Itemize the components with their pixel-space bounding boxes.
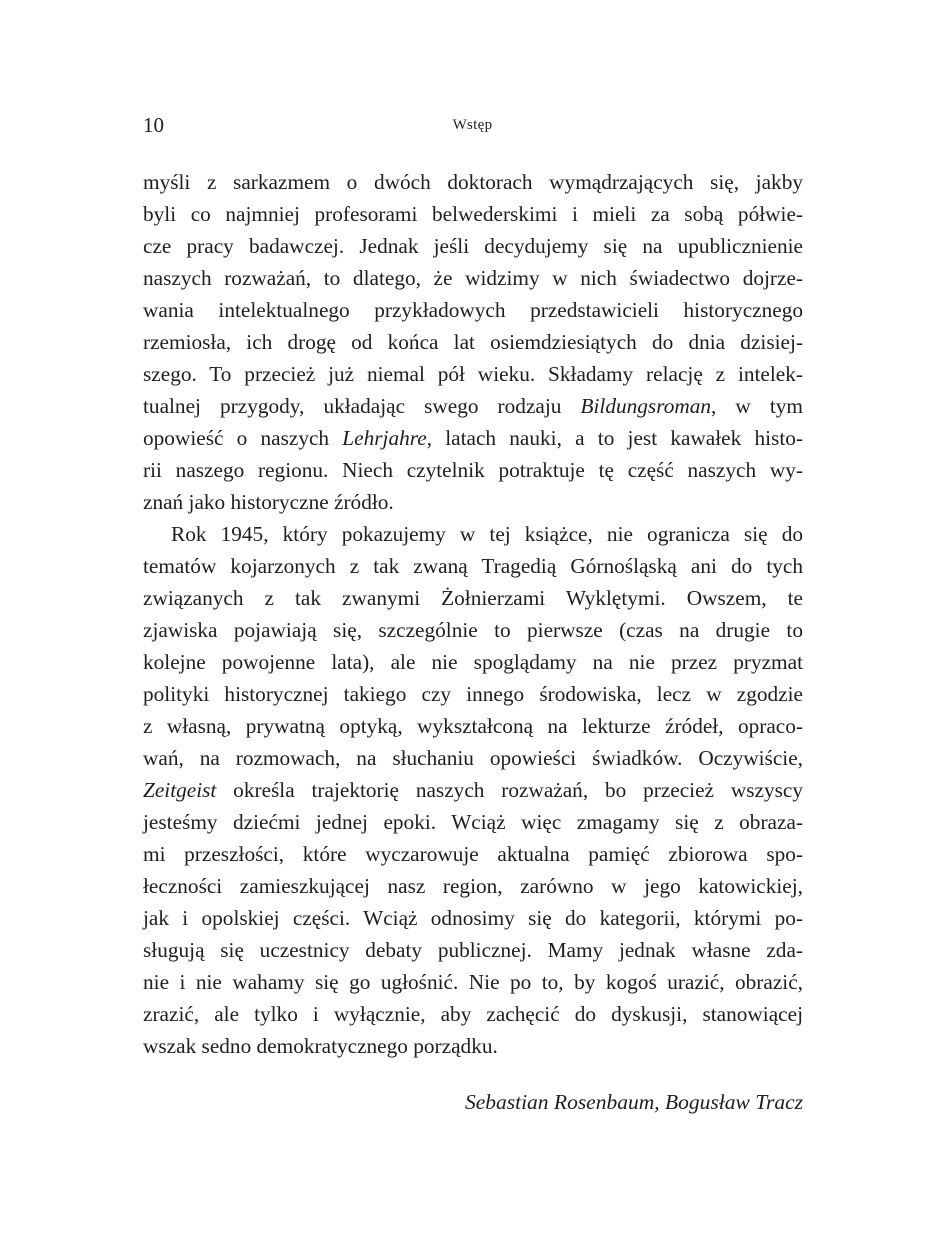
text-line-content: naszych rozważań, to dlatego, że widzimy w nich świadectwo dojrze- [143, 266, 803, 290]
text-line [143, 966, 803, 998]
text-line-content: nie i nie wahamy się go ugłośnić. Nie po to, by kogoś urazić, obrazić, [143, 970, 803, 994]
text-line [143, 486, 803, 518]
text-line [143, 806, 803, 838]
running-head: Wstęp [452, 117, 493, 133]
text-line [143, 902, 803, 934]
text-line [143, 294, 803, 326]
text-line [143, 262, 803, 294]
text-line-content: byli co najmniej profesorami belwederskimi i mieli za sobą półwie- [143, 202, 803, 226]
text-line [143, 614, 803, 646]
text-line-content: wań, na rozmowach, na słuchaniu opowieści świadków. Oczywiście, [143, 746, 803, 770]
italic-term: Lehrjahre [342, 426, 427, 450]
text-line [143, 390, 803, 422]
text-line-content: rii naszego regionu. Niech czytelnik potraktuje tę część naszych wy- [143, 458, 803, 482]
text-line [143, 710, 803, 742]
paragraph [143, 518, 803, 1062]
text-line-content: znań jako historyczne źródło. [143, 490, 394, 514]
text-line-content: mi przeszłości, które wyczarowuje aktualna pamięć zbiorowa spo- [143, 842, 803, 866]
text-line-content: jesteśmy dziećmi jednej epoki. Wciąż więc zmagamy się z obraza- [143, 810, 803, 834]
text-line-content: Rok 1945, który pokazujemy w tej książce, nie ogranicza się do [171, 522, 803, 546]
text-line-content [143, 422, 803, 454]
text-line [143, 550, 803, 582]
text-line [143, 198, 803, 230]
text-line [143, 998, 803, 1030]
text-segment: , latach nauki, a to jest kawałek histo- [426, 426, 803, 450]
text-line-content: łeczności zamieszkującej nasz region, zarówno w jego katowickiej, [143, 874, 803, 898]
text-line [143, 742, 803, 774]
text-line [143, 646, 803, 678]
text-line-content: zjawiska pojawiają się, szczególnie to pierwsze (czas na drugie to [143, 618, 803, 642]
text-line [143, 774, 803, 806]
text-line [143, 678, 803, 710]
text-line [143, 326, 803, 358]
text-line [143, 454, 803, 486]
text-line [143, 358, 803, 390]
text-segment: tualnej przygody, układając swego rodzaju [143, 394, 581, 418]
text-line-content [143, 390, 803, 422]
text-line-content: rzemiosła, ich drogę od końca lat osiemdziesiątych do dnia dzisiej- [143, 330, 803, 354]
text-line-content: kolejne powojenne lata), ale nie spoglądamy na nie przez pryzmat [143, 650, 803, 674]
text-line-content: związanych z tak zwanymi Żołnierzami Wyklętymi. Owszem, te [143, 586, 803, 610]
text-line-content: jak i opolskiej części. Wciąż odnosimy się do kategorii, którymi po- [143, 906, 803, 930]
body-text [143, 166, 803, 1062]
text-segment: opowieść o naszych [143, 426, 343, 450]
text-line-content: sługują się uczestnicy debaty publicznej. Mamy jednak własne zda- [143, 938, 803, 962]
text-line-content: polityki historycznej takiego czy innego środowiska, lecz w zgodzie [143, 682, 803, 706]
signature: Sebastian Rosenbaum, Bogusław Tracz [464, 1090, 803, 1114]
text-line-content: wszak sedno demokratycznego porządku. [143, 1034, 498, 1058]
text-line-content [143, 774, 803, 806]
text-segment: określa trajektorię naszych rozważań, bo przecież wszyscy [216, 778, 803, 802]
text-line [143, 1030, 803, 1062]
page-number: 10 [143, 113, 164, 137]
italic-term: Bildungsroman [580, 394, 712, 418]
text-line [143, 518, 803, 550]
text-line [143, 934, 803, 966]
italic-term: Zeitgeist [143, 778, 217, 802]
text-line [143, 870, 803, 902]
text-line-content: myśli z sarkazmem o dwóch doktorach wymądrzających się, jakby [143, 170, 803, 194]
text-line [143, 838, 803, 870]
text-line [143, 230, 803, 262]
text-line [143, 422, 803, 454]
paragraph [143, 166, 803, 518]
text-line [143, 582, 803, 614]
text-line-content: tematów kojarzonych z tak zwaną Tragedią Górnośląską ani do tych [143, 554, 803, 578]
text-line-content: szego. To przecież już niemal pół wieku. Składamy relację z intelek- [143, 362, 803, 386]
text-line-content: zrazić, ale tylko i wyłącznie, aby zachęcić do dyskusji, stanowiącej [143, 1002, 803, 1026]
text-segment: , w tym [711, 394, 803, 418]
text-line-content: cze pracy badawczej. Jednak jeśli decydujemy się na upublicznienie [143, 234, 803, 258]
text-line-content: wania intelektualnego przykładowych przedstawicieli historycznego [143, 298, 803, 322]
text-line [143, 166, 803, 198]
text-line-content: z własną, prywatną optyką, wykształconą na lekturze źródeł, opraco- [143, 714, 803, 738]
